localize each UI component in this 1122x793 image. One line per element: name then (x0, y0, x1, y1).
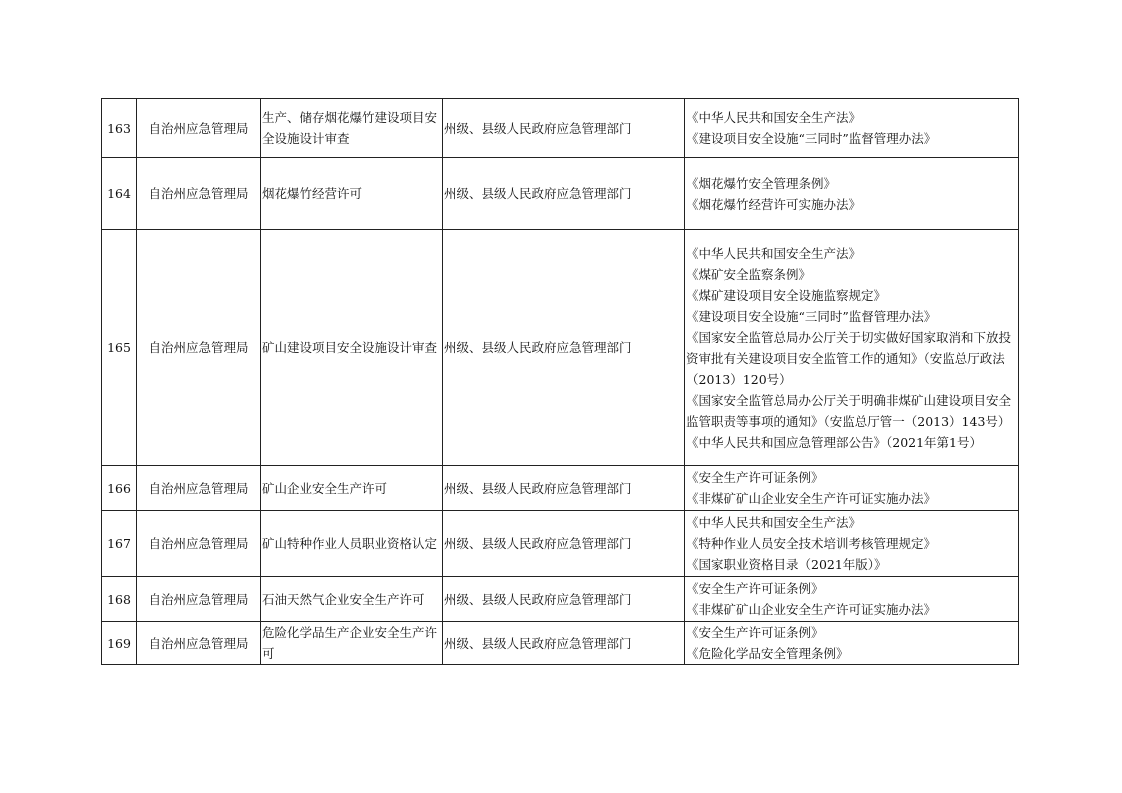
basis-line: 《烟花爆竹经营许可实施办法》 (686, 196, 862, 212)
table-row (102, 511, 1019, 577)
basis-line: 《特种作业人员安全技术培训考核管理规定》 (686, 536, 937, 551)
table-row (102, 577, 1019, 622)
basis-cell (685, 230, 1019, 466)
basis-line: 《非煤矿矿山企业安全生产许可证实施办法》 (686, 602, 937, 617)
basis-line: 《煤矿安全监察条例》 (686, 266, 812, 282)
basis-line: 《安全生产许可证条例》 (686, 470, 824, 485)
row-number: 164 (102, 158, 137, 230)
basis-cell (685, 622, 1019, 665)
basis-cell (685, 99, 1019, 158)
basis-line: 《国家职业资格目录（2021年版）》 (686, 557, 887, 572)
basis-line: 《中华人民共和国安全生产法》 (686, 515, 862, 530)
item-cell: 石油天然气企业安全生产许可 (261, 577, 443, 622)
basis-line: 《国家安全监管总局办公厅关于切实做好国家取消和下放投资审批有关建设项目安全监管工作的通知》（安监总厅政法（2013）120号） (686, 329, 1012, 387)
row-number: 169 (102, 622, 137, 665)
basis-cell (685, 511, 1019, 577)
basis-line: 《安全生产许可证条例》 (686, 581, 824, 596)
department-cell: 自治州应急管理局 (137, 466, 261, 511)
implementer-cell: 州级、县级人民政府应急管理部门 (443, 466, 685, 511)
basis-line: 《国家安全监管总局办公厅关于明确非煤矿山建设项目安全监管职责等事项的通知》（安监总厅管一（2013）143号） (686, 392, 1012, 429)
permit-table (101, 98, 1019, 665)
department-cell: 自治州应急管理局 (137, 622, 261, 665)
basis-line: 《烟花爆竹安全管理条例》 (686, 175, 837, 191)
item-cell: 生产、储存烟花爆竹建设项目安全设施设计审查 (261, 99, 443, 158)
row-number: 165 (102, 230, 137, 466)
basis-line: 《建设项目安全设施“三同时”监督管理办法》 (686, 308, 937, 324)
implementer-cell: 州级、县级人民政府应急管理部门 (443, 99, 685, 158)
item-cell: 危险化学品生产企业安全生产许可 (261, 622, 443, 665)
table-row (102, 99, 1019, 158)
department-cell: 自治州应急管理局 (137, 99, 261, 158)
item-cell: 矿山特种作业人员职业资格认定 (261, 511, 443, 577)
implementer-cell: 州级、县级人民政府应急管理部门 (443, 158, 685, 230)
item-cell: 矿山企业安全生产许可 (261, 466, 443, 511)
basis-line: 《建设项目安全设施“三同时”监督管理办法》 (686, 131, 937, 146)
row-number: 163 (102, 99, 137, 158)
basis-cell (685, 577, 1019, 622)
row-number: 167 (102, 511, 137, 577)
basis-cell (685, 158, 1019, 230)
implementer-cell: 州级、县级人民政府应急管理部门 (443, 511, 685, 577)
implementer-cell: 州级、县级人民政府应急管理部门 (443, 622, 685, 665)
basis-line: 《非煤矿矿山企业安全生产许可证实施办法》 (686, 491, 937, 506)
basis-line: 《安全生产许可证条例》 (686, 625, 824, 640)
basis-cell (685, 466, 1019, 511)
row-number: 166 (102, 466, 137, 511)
basis-line: 《中华人民共和国安全生产法》 (686, 245, 862, 261)
table-row (102, 466, 1019, 511)
department-cell: 自治州应急管理局 (137, 577, 261, 622)
basis-line: 《中华人民共和国应急管理部公告》（2021年第1号） (686, 434, 983, 450)
department-cell: 自治州应急管理局 (137, 230, 261, 466)
department-cell: 自治州应急管理局 (137, 158, 261, 230)
row-number: 168 (102, 577, 137, 622)
basis-line: 《煤矿建设项目安全设施监察规定》 (686, 287, 887, 303)
implementer-cell: 州级、县级人民政府应急管理部门 (443, 577, 685, 622)
table-row (102, 158, 1019, 230)
basis-line: 《危险化学品安全管理条例》 (686, 646, 849, 661)
table-row (102, 230, 1019, 466)
department-cell: 自治州应急管理局 (137, 511, 261, 577)
basis-line: 《中华人民共和国安全生产法》 (686, 110, 862, 125)
item-cell: 矿山建设项目安全设施设计审查 (261, 230, 443, 466)
implementer-cell: 州级、县级人民政府应急管理部门 (443, 230, 685, 466)
item-cell: 烟花爆竹经营许可 (261, 158, 443, 230)
table-row (102, 622, 1019, 665)
